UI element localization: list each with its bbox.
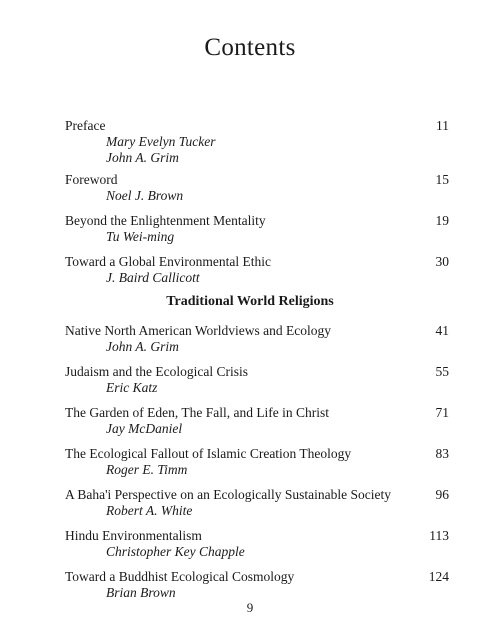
entry-page-number: 55 — [435, 364, 449, 379]
entry-page-number: 11 — [436, 118, 449, 133]
entry-title: Foreword — [65, 172, 118, 187]
entry-title: Beyond the Enlightenment Mentality — [65, 213, 266, 228]
entry-author: J. Baird Callicott — [106, 270, 200, 285]
entry-title: A Baha'i Perspective on an Ecologically Sustainable Society — [65, 487, 391, 502]
toc-entry-preface — [65, 118, 449, 166]
toc-entry-garden-of-eden — [65, 405, 449, 437]
entry-title: Toward a Global Environmental Ethic — [65, 254, 271, 269]
entry-page-number: 124 — [428, 569, 449, 584]
toc-entry-native-american — [65, 323, 449, 355]
entry-page-number: 96 — [435, 487, 449, 502]
entry-title: The Ecological Fallout of Islamic Creation Theology — [65, 446, 352, 461]
entry-author: Brian Brown — [106, 585, 176, 600]
toc-entry-judaism — [65, 364, 449, 396]
entry-author: Jay McDaniel — [106, 421, 183, 436]
entry-page-number: 71 — [435, 405, 449, 420]
entry-author: Roger E. Timm — [106, 462, 188, 477]
entry-page-number: 41 — [435, 323, 449, 338]
entry-author: John A. Grim — [106, 150, 179, 165]
entry-page-number: 113 — [429, 528, 449, 543]
toc-entry-bahai — [65, 487, 449, 519]
section-heading: Traditional World Religions — [166, 294, 334, 309]
entry-title: Toward a Buddhist Ecological Cosmology — [65, 569, 295, 584]
entry-author: Christopher Key Chapple — [106, 544, 245, 559]
entry-title: Native North American Worldviews and Ecology — [65, 323, 331, 338]
entry-page-number: 15 — [435, 172, 449, 187]
entry-author: Mary Evelyn Tucker — [106, 134, 216, 149]
toc-entry-buddhist — [65, 569, 449, 601]
page-number: 9 — [246, 600, 254, 615]
toc-entry-enlightenment — [65, 213, 449, 245]
entry-author: Eric Katz — [106, 380, 158, 395]
entry-page-number: 83 — [435, 446, 449, 461]
toc-entry-foreword — [65, 172, 449, 204]
entry-title: The Garden of Eden, The Fall, and Life in Christ — [65, 405, 330, 420]
toc-entry-hindu — [65, 528, 449, 560]
entry-author: Tu Wei-ming — [106, 229, 175, 244]
entry-title: Hindu Environmentalism — [65, 528, 202, 543]
toc-entry-islamic — [65, 446, 449, 478]
entry-title: Judaism and the Ecological Crisis — [65, 364, 248, 379]
entry-page-number: 30 — [435, 254, 449, 269]
entry-author: Noel J. Brown — [106, 188, 184, 203]
entry-author: Robert A. White — [106, 503, 193, 518]
entry-title: Preface — [65, 118, 106, 133]
entry-page-number: 19 — [435, 213, 449, 228]
page-title: Contents — [204, 34, 296, 61]
entry-author: John A. Grim — [106, 339, 179, 354]
toc-entry-global-ethic — [65, 254, 449, 286]
